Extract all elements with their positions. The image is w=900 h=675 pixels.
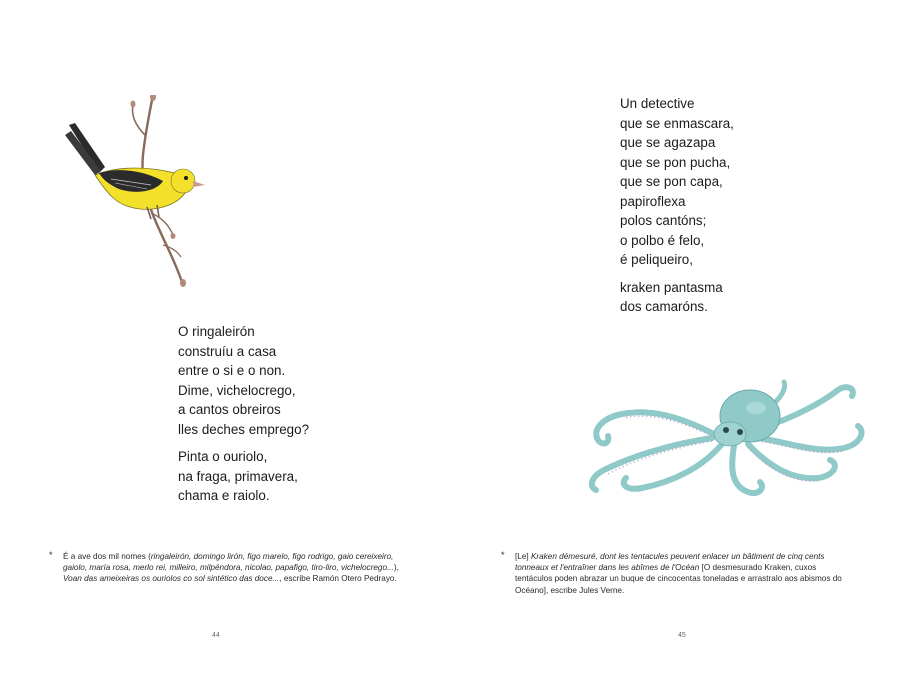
footnote-text: [Le] xyxy=(515,552,531,561)
poem-line: Dime, vichelocrego, xyxy=(178,382,296,398)
poem-line: a cantos obreiros xyxy=(178,402,281,417)
poem-line: que se agazapa xyxy=(620,135,716,150)
poem-line: chama e raiolo. xyxy=(178,488,270,503)
footnote-text: [O desmesurado Kraken, cuxos tentáculos poden abrazar un buque de cincocentas toneladas e arrastralo aos abismos do Océano], escribe Jules Verne. xyxy=(515,563,842,595)
footnote-text: É a ave dos mil nomes ( xyxy=(63,552,151,561)
poem-line: Un detective xyxy=(620,96,695,111)
poem-stanza xyxy=(620,94,734,270)
right-poem xyxy=(620,94,734,325)
poem-stanza xyxy=(620,278,734,317)
left-poem xyxy=(178,322,309,514)
poem-line: O ringaleirón xyxy=(178,324,255,339)
poem-line: lles deches emprego? xyxy=(178,421,310,437)
footnote-text: , escribe Ramón Otero Pedrayo. xyxy=(279,574,397,584)
poem-line: o polbo é felo, xyxy=(620,232,705,248)
poem-line: construíu a casa xyxy=(178,343,277,359)
footnote-text: ), xyxy=(393,563,399,573)
footnote-mark: * xyxy=(501,550,505,560)
page-number: 44 xyxy=(212,632,220,639)
poem-line: que se pon pucha, xyxy=(620,154,731,170)
poem-line: polos cantóns; xyxy=(620,213,707,228)
poem-line: na fraga, primavera, xyxy=(178,468,298,484)
left-footnote xyxy=(49,550,403,585)
poem-line: dos camaróns. xyxy=(620,299,708,314)
footnote-italic: ringaleirón, domingo lirón, figo marelo, figo rodrigo, gaio cereixeiro, gaiolo, maría rosa, merlo rei, milleiro, milpéndora, nicolao, papafigo, tiro-liro, vichelocrego... xyxy=(63,552,394,573)
page-number: 45 xyxy=(678,632,686,639)
poem-line: kraken pantasma xyxy=(620,279,723,295)
footnote-italic: Voan das ameixeiras os ouriolos co sol sintético das doce... xyxy=(63,574,280,584)
poem-line: papiroflexa xyxy=(620,193,686,209)
footnote-italic: Kraken démesuré, dont les tentacules peuvent enlacer un bâtiment de cinq cents tonneaux et l'entraîner dans les abîmes de l'Océan xyxy=(515,552,825,573)
poem-stanza xyxy=(178,322,309,439)
poem-line: que se pon capa, xyxy=(620,174,723,189)
poem-stanza xyxy=(178,447,309,506)
poem-line: que se enmascara, xyxy=(620,115,734,131)
footnote-mark: * xyxy=(49,550,53,560)
oriole-bird-illustration xyxy=(65,95,215,290)
poem-line: é peliqueiro, xyxy=(620,252,693,267)
right-page xyxy=(450,0,900,675)
poem-line: entre o si e o non. xyxy=(178,363,286,378)
octopus-illustration xyxy=(562,378,892,503)
poem-line: Pinta o ouriolo, xyxy=(178,449,268,464)
right-footnote xyxy=(501,550,855,596)
